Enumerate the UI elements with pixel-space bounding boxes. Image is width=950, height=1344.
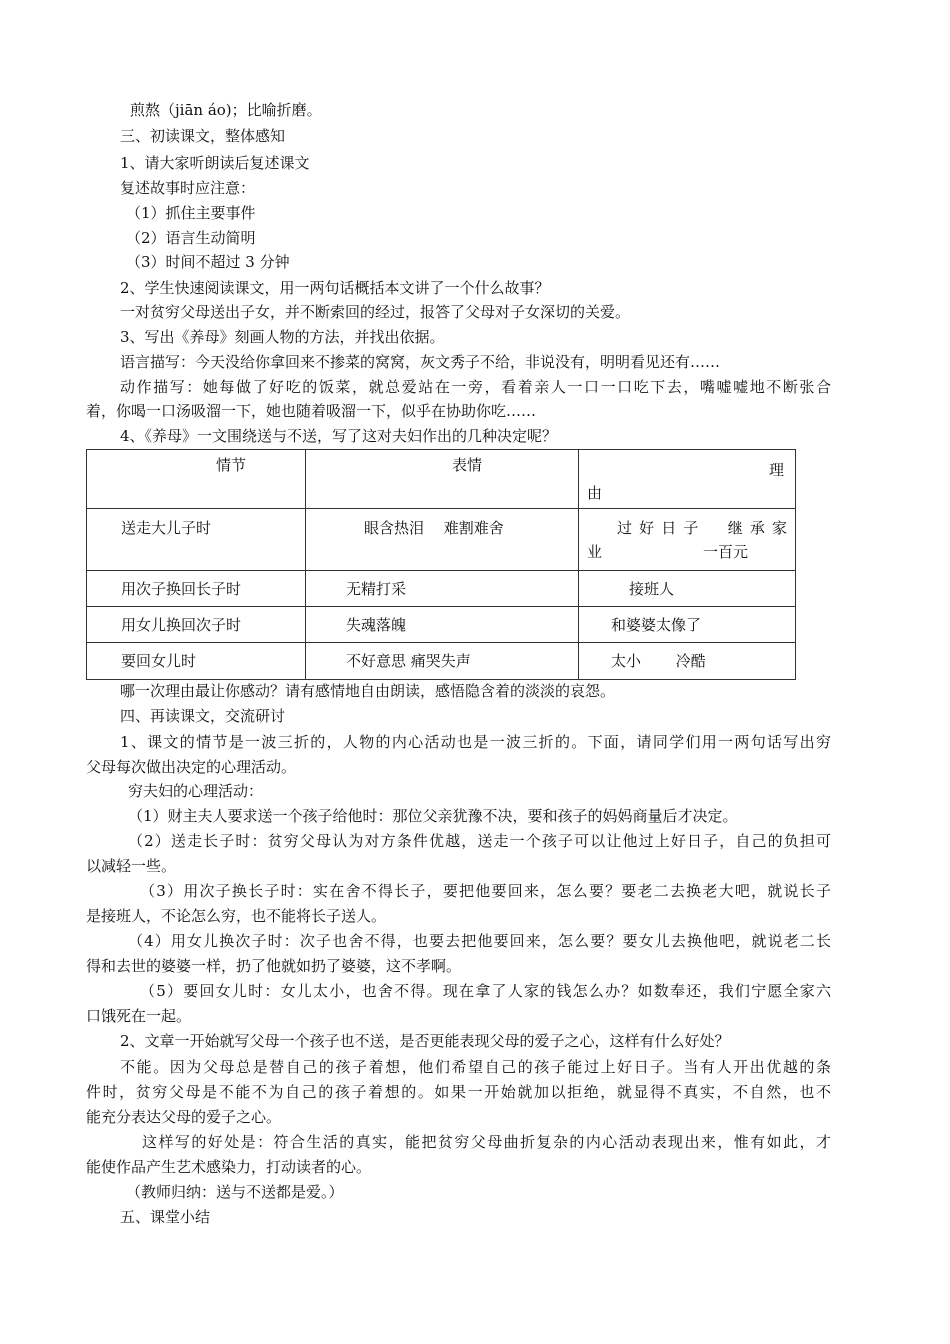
paragraph: 语言描写：今天没给你拿回来不掺菜的窝窝，灰文秀子不给，非说没有，明明看见还有…… [120, 353, 721, 371]
list-item: （4）用女儿换次子时：次子也舍不得，也要去把他要回来，怎么要？要女儿去换他吧，就说老二长 [128, 932, 831, 950]
table-row [87, 509, 796, 571]
section-heading: 五、课堂小结 [120, 1208, 211, 1226]
table-cell [306, 509, 579, 571]
list-item: 口饿死在一起。 [86, 1007, 192, 1025]
paragraph: 能使作品产生艺术感染力，打动读者的心。 [86, 1158, 372, 1176]
cell-text: 和婆婆太像了 [611, 616, 702, 634]
paragraph: 不能。因为父母总是替自己的孩子着想，他们希望自己的孩子能过上好日子。当有人开出优越的条 [120, 1058, 831, 1076]
question: 3、写出《养母》刻画人物的方法，并找出依据。 [120, 328, 445, 346]
list-item: （2）语言生动简明 [126, 229, 256, 247]
teacher-note: （教师归纳：送与不送都是爱。） [126, 1183, 344, 1201]
cell-text: 眼含热泪 难割难舍 [364, 519, 504, 537]
decision-table [86, 449, 796, 680]
cell-text: 业 [587, 543, 603, 561]
table-cell [579, 643, 796, 680]
header-reason: 理 [769, 461, 785, 479]
paragraph: 一对贫穷父母送出子女，并不断索回的经过，报答了父母对子女深切的关爱。 [120, 303, 631, 321]
paragraph: 动作描写：她每做了好吃的饭菜，就总爱站在一旁，看着亲人一口一口吃下去，嘴嘘嘘地不断张合 [120, 378, 831, 396]
table-row [87, 607, 796, 643]
table-cell [306, 607, 579, 643]
question: 2、学生快速阅读课文，用一两句话概括本文讲了一个什么故事？ [120, 279, 550, 297]
list-item: 是接班人，不论怎么穷，也不能将长子送人。 [86, 907, 387, 925]
question: 1、请大家听朗读后复述课文 [120, 154, 310, 172]
header-expression: 表情 [452, 456, 483, 474]
paragraph: 穷夫妇的心理活动： [128, 782, 264, 800]
header-plot: 情节 [216, 456, 247, 474]
table-cell [87, 571, 306, 607]
table-header-row [87, 450, 796, 509]
paragraph: 着，你喝一口汤吸溜一下，她也随着吸溜一下，似乎在协助你吃…… [86, 402, 537, 420]
table-cell [306, 571, 579, 607]
paragraph: 件时，贫穷父母是不能不为自己的孩子着想的。如果一开始就加以拒绝，就显得不真实，不自然，也不 [86, 1083, 831, 1101]
question: 4、《养母》一文围绕送与不送，写了这对夫妇作出的几种决定呢？ [120, 427, 558, 445]
list-item: （5）要回女儿时：女儿太小，也舍不得。现在拿了人家的钱怎么办？如数奉还，我们宁愿全家六 [140, 982, 831, 1000]
table-cell [579, 450, 796, 509]
list-item: （1）财主夫人要求送一个孩子给他时：那位父亲犹豫不决，要和孩子的妈妈商量后才决定。 [128, 807, 738, 825]
question: 1、课文的情节是一波三折的，人物的内心活动也是一波三折的。下面，请同学们用一两句话写出穷 [120, 733, 831, 751]
table-cell [306, 643, 579, 680]
table-cell [579, 571, 796, 607]
table-cell [87, 450, 306, 509]
cell-text: 失魂落魄 [346, 616, 407, 634]
table-cell [87, 509, 306, 571]
table-cell [579, 509, 796, 571]
paragraph: 这样写的好处是：符合生活的真实，能把贫穷父母曲折复杂的内心活动表现出来，惟有如此，才 [142, 1133, 831, 1151]
cell-text: 过好日子 继承家 [617, 519, 787, 537]
cell-text: 一百元 [703, 543, 749, 561]
paragraph: 能充分表达父母的爱子之心。 [86, 1108, 282, 1126]
cell-text: 太小 冷酷 [611, 652, 706, 670]
cell-text: 用次子换回长子时 [121, 580, 242, 598]
question: 2、文章一开始就写父母一个孩子也不送，是否更能表现父母的爱子之心，这样有什么好处？ [120, 1032, 730, 1050]
paragraph: 哪一次理由最让你感动？请有感情地自由朗读，感悟隐含着的淡淡的哀怨。 [120, 682, 616, 700]
table-cell [87, 607, 306, 643]
paragraph: 复述故事时应注意： [120, 179, 256, 197]
cell-text: 用女儿换回次子时 [121, 616, 242, 634]
section-heading: 三、初读课文，整体感知 [120, 127, 286, 145]
table-row [87, 643, 796, 680]
table-cell [87, 643, 306, 680]
list-item: （1）抓住主要事件 [126, 204, 256, 222]
vocab-line: 煎熬（jiān áo)；比喻折磨。 [130, 101, 322, 119]
list-item: （3）用次子换长子时：实在舍不得长子，要把他要回来，怎么要？要老二去换老大吧，就说长子 [140, 882, 831, 900]
section-heading: 四、再读课文，交流研讨 [120, 707, 286, 725]
table-cell [306, 450, 579, 509]
table-cell [579, 607, 796, 643]
list-item: 以减轻一些。 [86, 857, 177, 875]
header-reason: 由 [587, 484, 603, 502]
cell-text: 不好意思 痛哭失声 [346, 652, 471, 670]
cell-text: 送走大儿子时 [121, 519, 212, 537]
list-item: （2）送走长子时：贫穷父母认为对方条件优越，送走一个孩子可以让他过上好日子，自己的负担可 [128, 832, 831, 850]
question: 父母每次做出决定的心理活动。 [86, 758, 297, 776]
cell-text: 接班人 [629, 580, 675, 598]
list-item: 得和去世的婆婆一样，扔了他就如扔了婆婆，这不孝啊。 [86, 957, 462, 975]
table-row [87, 571, 796, 607]
cell-text: 无精打采 [346, 580, 407, 598]
list-item: （3）时间不超过 3 分钟 [126, 253, 290, 271]
cell-text: 要回女儿时 [121, 652, 197, 670]
